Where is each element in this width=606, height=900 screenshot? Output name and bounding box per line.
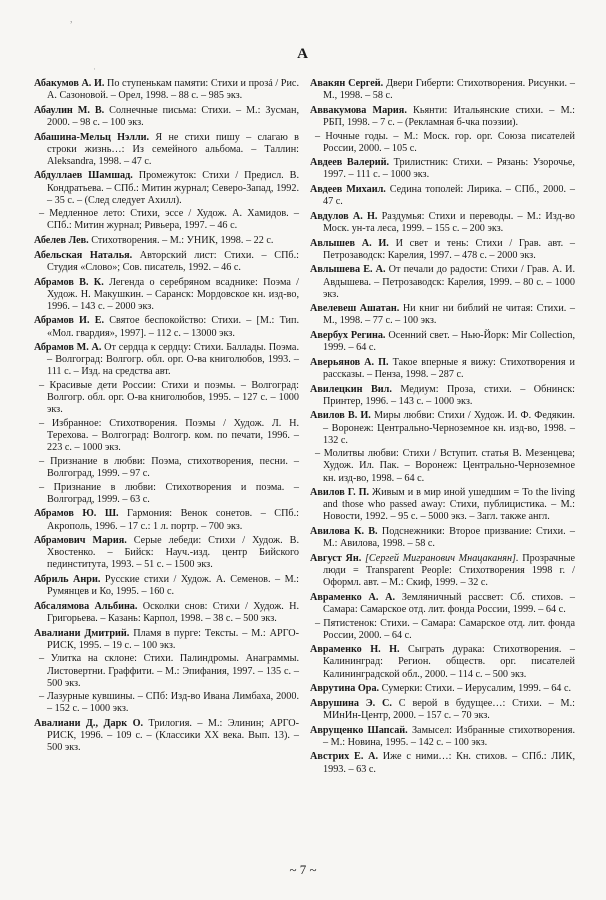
- entry-author: Абсалямова Альбина.: [34, 600, 138, 612]
- entry-author: Аввакумова Мария.: [310, 104, 407, 116]
- bibliography-entry: [310, 211, 575, 235]
- entry-description: – Пятистенок: Стихи. – Самара: Самарское отд. лит. фонда России, 2000. – 64 с.: [315, 617, 575, 641]
- bibliography-entry: [34, 418, 299, 454]
- entry-author: Австрих Е. А.: [310, 751, 379, 763]
- entry-description: Сыграть дурака: Стихотворения. – Калининград: Регион. обществ. орг. писателей Калининградской обл., 2000. – 114 с. – 500 экз.: [323, 644, 575, 680]
- margin-speck: ,: [70, 14, 73, 25]
- bibliography-entry: [310, 526, 575, 550]
- bibliography-entry: [34, 315, 299, 339]
- entry-author: Абриль Анри.: [34, 574, 101, 586]
- entry-author: Август Ян.: [310, 552, 362, 564]
- entry-description: Пламя в пурге: Тексты. – М.: АРГО-РИСК, 1995. – 19 с. – 100 экз.: [47, 627, 299, 651]
- entry-author: Абрамов Ю. Ш.: [34, 508, 119, 520]
- entry-description: Серые лебеди: Стихи / Худож. В. Хвостенко. – Бийск: Науч.-изд. центр Бийского пединститута, 1993. – 51 с. – 1500 экз.: [47, 535, 299, 571]
- entry-description: Замысел: Избранные стихотворения. – М.: Новина, 1995. – 142 с. – 100 экз.: [323, 724, 575, 748]
- entry-author: Авелевеш Ашатан.: [310, 303, 400, 315]
- entry-description: Я не стихи пишу – слагаю в строки жизнь…: Из семейного альбома. – Таллин: Aleksandra, 1998. – 47 с.: [47, 131, 299, 167]
- entry-description: Подснежники: Второе призвание: Стихи. – М.: Авилова, 1998. – 58 с.: [323, 526, 576, 550]
- entry-description: Такое вперные я вижу: Стихотворения и рассказы. – Пенза, 1998. – 287 с.: [323, 356, 576, 380]
- bibliography-entry: [310, 618, 575, 642]
- entry-description: Трилогия. – М.: Элинин; АРГО-РИСК, 1996. – 109 с. – (Классики XX века. Вып. 13). – 500 экз.: [47, 718, 299, 754]
- entry-author: Авраменко Н. Н.: [310, 644, 400, 656]
- bibliography-entry: [34, 277, 299, 313]
- entry-description: – Молитвы любви: Стихи / Вступит. статья В. Мезенцева; Худож. Ил. Пак. – Воронеж: Центрально-Черноземное кн. изд-во, 1998. – 64 с.: [315, 448, 575, 484]
- entry-author: Абелев Лев.: [34, 235, 89, 247]
- bibliography-entry: [310, 644, 575, 680]
- bibliography-entry: [310, 184, 575, 208]
- bibliography-entry: [34, 380, 299, 416]
- bibliography-entry: [34, 78, 299, 102]
- entry-description: Медиум: Проза, стихи. – Обнинск: Принтер, 1996. – 143 с. – 1000 экз.: [323, 383, 575, 407]
- entry-description: Сумерки: Стихи. – Иерусалим, 1999. – 64 с.: [379, 683, 572, 695]
- entry-description: Стихотворения. – М.: УНИК, 1998. – 22 с.: [88, 235, 274, 247]
- bibliography-entry: [310, 157, 575, 181]
- entry-author: Абельская Наталья.: [34, 249, 133, 261]
- entry-description: Раздумья: Стихи и переводы. – М.: Изд-во Моск. ун-та леса, 1999. – 155 с. – 200 экз.: [323, 210, 576, 234]
- bibliography-entry: [310, 410, 575, 446]
- bibliography-entry: [310, 448, 575, 484]
- entry-description: Трилистник: Стихи. – Рязань: Узорочье, 1997. – 111 с. – 1000 экз.: [323, 157, 575, 181]
- entry-author: Абашина-Мельц Нэлли.: [34, 131, 150, 143]
- bibliography-entry: [310, 105, 575, 129]
- entry-description: Русские стихи / Худож. А. Семенов. – М.: Румянцев и Ко, 1995. – 160 с.: [47, 574, 300, 598]
- bibliography-entry: [310, 131, 575, 155]
- bibliography-entry: [34, 105, 299, 129]
- entry-description: Земляничный рассвет: Сб. стихов. – Самара: Самарское отд. лит. фонда России, 1999. – 64 с.: [323, 591, 575, 615]
- entry-description: От печали до радости: Стихи / Грав. А. И. Авдышева. – Петрозаводск: Карелия, 1999. – 80 с. – 1000 экз.: [323, 264, 575, 300]
- bibliography-entry: [310, 78, 575, 102]
- bibliography-entry: [310, 238, 575, 262]
- entry-author: Абакумов А. И.: [34, 78, 105, 89]
- entry-description: Осколки снов: Стихи / Худож. Н. Григорьева. – Казань: Карпол, 1998. – 38 с. – 500 экз.: [47, 600, 299, 624]
- entry-description: – Лазурные кувшины. – СПб: Изд-во Ивана Лимбаха, 2000. – 152 с. – 1000 экз.: [39, 691, 299, 715]
- bibliography-entry: [310, 553, 575, 589]
- entry-author: Авалиани Дмитрий.: [34, 627, 130, 639]
- entry-author: Авербух Регина.: [310, 330, 386, 342]
- bibliography-entry: [310, 592, 575, 616]
- entry-description: – Улитка на склоне: Стихи. Палиндромы. Анаграммы. Листовертни. Граффити. – М.: Эпифания, 1997. – 135 с. – 500 экз.: [39, 653, 299, 689]
- entry-description: Ни книг ни библий не читая: Стихи. – М., 1998. – 77 с. – 100 экз.: [323, 303, 576, 327]
- bibliography-entry: [310, 303, 575, 327]
- entry-author: Аверьянов А. П.: [310, 356, 389, 368]
- bibliography-entry: [310, 487, 575, 523]
- entry-description: – Медленное лето: Стихи, эссе / Худож. А. Хамидов. – СПб.: Митин журнал; Ривьера, 1997. – 46 с.: [39, 208, 299, 232]
- entry-description: Промежуток: Стихи / Предисл. В. Кондратьева. – СПб.: Митин журнал; Северо-Запад, 1992. – 35 с. – (След следует Ахилл).: [47, 170, 299, 206]
- entry-author: Авлышев А. И.: [310, 237, 389, 249]
- bibliography-entry: [34, 208, 299, 232]
- bibliography-entry: [34, 482, 299, 506]
- bibliography-entry: [310, 698, 575, 722]
- entry-description: Живым и в мир иной ушедшим = To the living and those who passed away: Стихи, публицистика. – М.: Новости, 1992. – 95 с. – 5000 экз. – Загл. также англ.: [323, 487, 575, 523]
- bibliography-entry: [34, 574, 299, 598]
- bibliography-entry: [34, 508, 299, 532]
- entry-author: Абрамов В. К.: [34, 276, 104, 288]
- entry-description: Прозрачные люди = Transparent People: Стихотворения 1998 г. / Оформл. авт. – М.: Скиф, 1999. – 32 с.: [323, 552, 575, 589]
- entry-real-name: [Сергей Мигранович Мнацаканян].: [361, 552, 519, 564]
- entry-author: Авдулов А. Н.: [310, 210, 378, 222]
- entry-description: Миры любви: Стихи / Худож. И. Ф. Федякин. – Воронеж: Центрально-Черноземное кн. изд-во, 1998. – 132 с.: [323, 410, 575, 446]
- bibliography-entry: [310, 683, 575, 695]
- entry-author: Авдеев Михаил.: [310, 184, 386, 196]
- entry-description: – Избранное: Стихотворения. Поэмы / Худож. Л. Н. Терехова. – Волгоград: Волгогр. ком. по печати, 1996. – 223 с. – 1000 экз.: [39, 417, 299, 454]
- entry-description: Солнечные письма: Стихи. – М.: Зусман, 2000. – 98 с. – 100 экз.: [47, 104, 299, 128]
- entry-description: Кьянти: Итальянские стихи. – М.: РБП, 1998. – 7 с. – (Рекламная б-чка поэзии).: [323, 104, 576, 128]
- entry-description: Гармония: Венок сонетов. – СПб.: Акрополь, 1996. – 17 с.: 1 л. портр. – 700 экз.: [47, 508, 299, 532]
- bibliography-entry: [310, 330, 575, 354]
- bibliography-entry: [310, 725, 575, 749]
- bibliography-entry: [34, 235, 299, 247]
- bibliography-entry: [34, 601, 299, 625]
- bibliography-entry: [34, 653, 299, 689]
- entry-description: Авторский лист: Стихи. – СПб.: Студия «Слово»; Сов. писатель, 1992. – 46 с.: [47, 249, 299, 273]
- bibliography-entry: [310, 751, 575, 775]
- entry-author: Абрамов М. А.: [34, 342, 102, 354]
- entry-description: Осенний свет. – Нью-Йорк: Mir Collection, 1999. – 64 с.: [323, 330, 575, 354]
- page-number: ~ 7 ~: [289, 862, 317, 877]
- entry-description: – Признание в любви: Поэма, стихотворения, песни. – Волгоград, 1999. – 97 с.: [39, 455, 299, 479]
- entry-description: И свет и тень: Стихи / Грав. авт. – Петрозаводск: Карелия, 1997. – 478 с. – 2000 экз.: [323, 237, 575, 261]
- entry-author: Абаулин М. В.: [34, 104, 105, 116]
- entry-description: – Красивые дети России: Стихи и поэмы. – Волгоград: Волгогр. обл. орг. О-ва книголюбов, 1995. – 127 с. – 1000 экз.: [39, 380, 299, 416]
- bibliography-entry: [310, 384, 575, 408]
- entry-description: – Признание в любви: Стихотворения и поэма. – Волгоград, 1999. – 63 с.: [39, 481, 299, 505]
- entry-description: Святое беспокойство: Стихи. – [М.: Тип. «Мол. гвардия», 1997]. – 112 с. – 13000 экз.: [47, 315, 299, 339]
- entry-description: С верой в будущее…: Стихи. – М.: МИнИн-Центр, 2000. – 157 с. – 70 экз.: [323, 697, 575, 721]
- entry-description: Седина тополей: Лирика. – СПб., 2000. – 47 с.: [323, 184, 575, 208]
- bibliography-entry: [34, 456, 299, 480]
- margin-speck: ·: [93, 64, 96, 74]
- entry-author: Аврушина Э. С.: [310, 697, 392, 709]
- entry-author: Авилецкин Вил.: [310, 383, 392, 395]
- entry-author: Авилова К. В.: [310, 526, 378, 538]
- entry-author: Аврущенко Шапсай.: [310, 724, 408, 736]
- entry-description: По ступенькам памяти: Стихи и прозá / Рис. А. Сазоновой. – Орел, 1998. – 88 с. – 985 экз.: [47, 78, 299, 102]
- entry-author: Авалиани Д., Дарк О.: [34, 718, 144, 730]
- entry-author: Авилов В. И.: [310, 410, 371, 422]
- entry-author: Авраменко А. А.: [310, 591, 396, 603]
- bibliography-entry: [34, 628, 299, 652]
- bibliography-entry: [310, 357, 575, 381]
- entry-author: Аврутина Ора.: [310, 683, 380, 695]
- entry-description: Двери Гиберти: Стихотворения. Рисунки. – М., 1998. – 58 с.: [323, 78, 575, 102]
- bibliography-column-left: [34, 78, 299, 757]
- section-letter: А: [297, 46, 309, 62]
- entry-author: Авдеев Валерий.: [310, 157, 390, 169]
- entry-author: Авакян Сергей.: [310, 78, 384, 89]
- entry-author: Абдуллаев Шамшад.: [34, 170, 133, 182]
- bibliography-entry: [34, 132, 299, 168]
- bibliography-entry: [310, 264, 575, 300]
- bibliography-entry: [34, 691, 299, 715]
- bibliography-entry: [34, 718, 299, 754]
- bibliography-entry: [34, 342, 299, 378]
- entry-author: Авилов Г. П.: [310, 487, 370, 499]
- bibliography-entry: [34, 170, 299, 206]
- entry-description: Иже с ними…: Кн. стихов. – СПб.: ЛИК, 1993. – 63 с.: [323, 751, 575, 775]
- entry-author: Абрамович Мария.: [34, 535, 127, 547]
- bibliography-entry: [34, 535, 299, 571]
- entry-author: Абрамов И. Е.: [34, 315, 105, 327]
- entry-description: – Ночные годы. – М.: Моск. гор. орг. Союза писателей России, 2000. – 105 с.: [315, 130, 575, 154]
- entry-description: Легенда о серебряном всаднике: Поэма / Худож. Н. Макушкин. – Саранск: Мордовское кн. изд-во, 1996. – 143 с. – 2000 экз.: [47, 276, 299, 312]
- entry-author: Авлышева Е. А.: [310, 264, 386, 276]
- bibliography-column-right: [310, 78, 575, 778]
- entry-description: От сердца к сердцу: Стихи. Баллады. Поэма. – Волгоград: Волгогр. обл. орг. О-ва книголюбов, 1993. – 111 с. – Изд. на средства авт.: [47, 342, 300, 378]
- bibliography-entry: [34, 250, 299, 274]
